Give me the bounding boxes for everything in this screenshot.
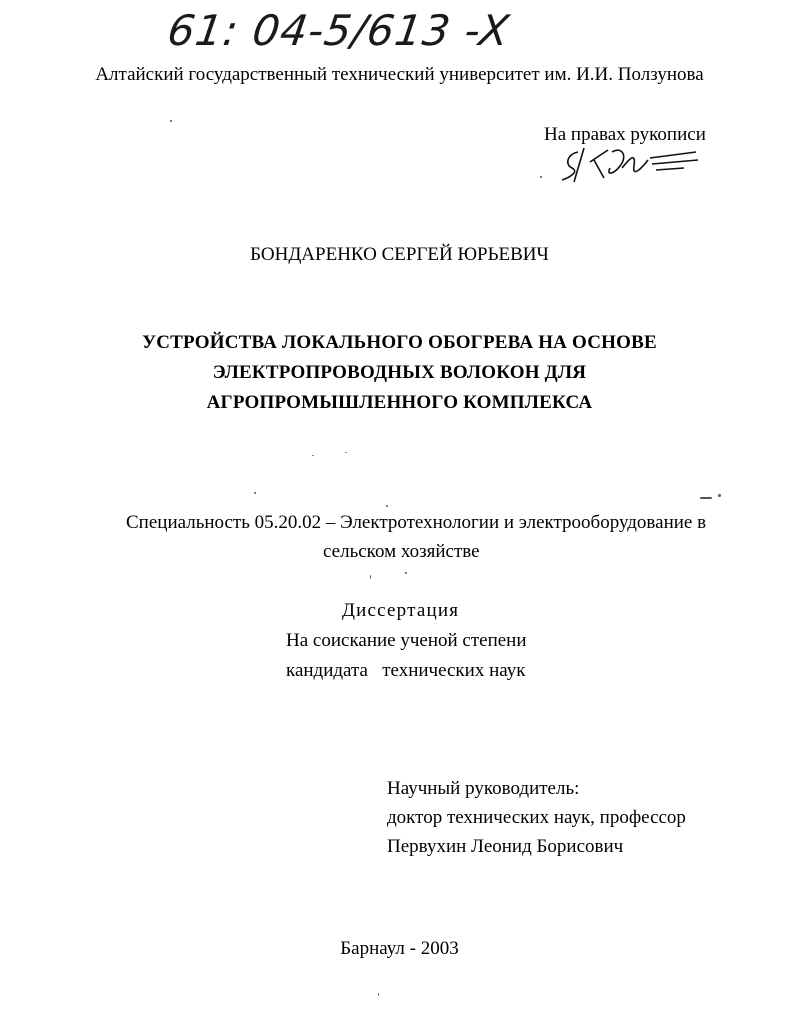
scan-speck (700, 497, 712, 499)
city-year: Барнаул - 2003 (340, 938, 459, 959)
university-name: Алтайский государственный технический университет им. И.И. Ползунова (95, 64, 704, 85)
specialty-line-1: Специальность 05.20.02 – Электротехнологии и электрооборудование в (126, 512, 707, 533)
scan-speck (170, 120, 172, 122)
degree-line-1: На соискание ученой степени (286, 630, 527, 651)
title-line-3: АГРОПРОМЫШЛЕННОГО КОМПЛЕКСА (206, 392, 593, 413)
scan-speck (254, 492, 256, 494)
signature-icon (560, 138, 700, 186)
specialty-line-2: сельском хозяйстве (323, 541, 480, 562)
rights-note: На правах рукописи (544, 124, 706, 145)
scan-speck (386, 505, 388, 507)
scan-speck (718, 494, 721, 497)
scan-speck (540, 176, 542, 178)
supervisor-title: доктор технических наук, профессор (387, 807, 686, 828)
scan-speck (370, 575, 371, 579)
archive-code-handwritten: 61: 04-5/613 -X (164, 6, 513, 55)
scan-speck (345, 452, 347, 453)
scan-speck (405, 572, 407, 574)
document-type: Диссертация (342, 600, 460, 621)
title-line-2: ЭЛЕКТРОПРОВОДНЫХ ВОЛОКОН ДЛЯ (212, 362, 587, 383)
author-name: БОНДАРЕНКО СЕРГЕЙ ЮРЬЕВИЧ (250, 244, 549, 265)
title-line-1: УСТРОЙСТВА ЛОКАЛЬНОГО ОБОГРЕВА НА ОСНОВЕ (142, 332, 657, 353)
supervisor-name: Первухин Леонид Борисович (387, 836, 624, 857)
supervisor-label: Научный руководитель: (387, 778, 580, 799)
degree-line-2: кандидата технических наук (286, 660, 526, 681)
scan-speck (312, 455, 314, 456)
scan-speck (378, 993, 379, 996)
